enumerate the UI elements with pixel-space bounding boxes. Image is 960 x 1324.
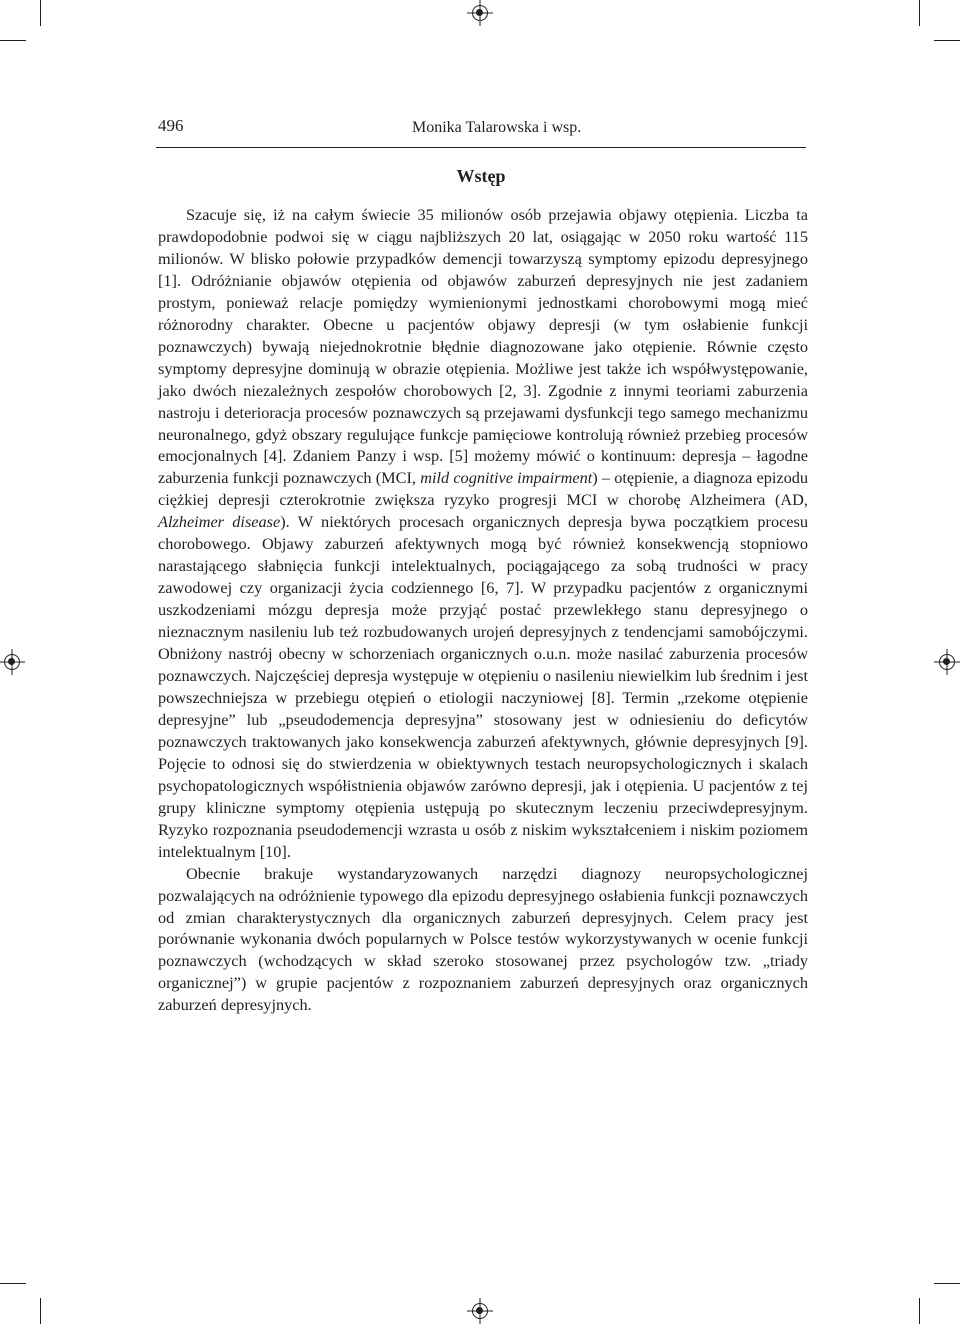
registration-mark-right-icon — [939, 654, 955, 670]
crop-mark-top-right-h — [934, 40, 960, 41]
page-number: 496 — [158, 116, 184, 135]
paragraph-1 — [158, 204, 808, 863]
crop-mark-bottom-left-h — [0, 1283, 26, 1284]
header-rule — [156, 147, 806, 148]
running-head: Monika Talarowska i wsp. — [412, 119, 582, 136]
registration-mark-top-icon — [472, 5, 488, 21]
crop-mark-top-left-v — [40, 0, 41, 26]
registration-mark-left-icon — [4, 654, 20, 670]
article-body — [158, 204, 808, 1016]
paragraph-1-italic-term-1: mild cognitive impairment — [420, 468, 593, 488]
section-title: Wstęp — [456, 166, 506, 186]
paragraph-2: Obecnie brakuje wystandaryzowanych narzędzi diagnozy neuropsychologicznej pozwalających na odróżnienie typowego dla epizodu depresyjnego osłabienia funkcji poznawczych od zmian charakterystycznych dla organicznych zaburzeń depresyjnych. Celem pracy jest porównanie wykonania dwóch popularnych w Polsce testów wykorzystywanych w ocenie funkcji poznawczych (wchodzących w skład szeroko stosowanej przez psychologów tzw. „triady organicznej”) w grupie pacjentów z rozpoznaniem zaburzeń depresyjnych oraz organicznych zaburzeń depresyjnych. — [158, 863, 808, 1015]
registration-mark-bottom-icon — [472, 1303, 488, 1319]
crop-mark-top-left-h — [0, 40, 26, 41]
crop-mark-bottom-right-v — [919, 1298, 920, 1324]
crop-mark-bottom-left-v — [40, 1298, 41, 1324]
paragraph-1-part-1: Szacuje się, iż na całym świecie 35 milionów osób przejawia objawy otępienia. Liczba ta prawdopodobnie podwoi się w ciągu najbliższych 20 lat, osiągając w 2050 roku wartość 115 milionów. W blisko połowie przypadków demencji towarzyszą symptomy epizodu depresyjnego [1]. Odróżnianie objawów otępienia od objawów zaburzeń depresyjnych nie jest zadaniem prostym, ponieważ relacje pomiędzy wymienionymi jednostkami chorobowymi mogą mieć różnorodny charakter. Obecne u pacjentów objawy depresji (w tym osłabienie funkcji poznawczych) bywają niejednokrotnie błędnie diagnozowane jako otępienie. Równie często symptomy depresyjne dominują w obrazie otępienia. Możliwe jest także ich współwystępowanie, jako dwóch niezależnych zespołów chorobowych [2, 3]. Zgodnie z innymi teoriami zaburzenia nastroju i deterioracja procesów poznawczych są przejawami dysfunkcji tego samego mechanizmu neuronalnego, gdyż obszary regulujące funkcje pamięciowe kontrolują również przebieg procesów emocjonalnych [4]. Zdaniem Panzy i wsp. [5] możemy mówić o kontinuum: depresja – łagodne zaburzenia funkcji poznawczych (MCI, — [158, 205, 808, 488]
paragraph-1-part-2: ) – otępienie, a diagnoza epizodu ciężkiej depresji czterokrotnie zwiększa ryzyko progresji MCI w chorobę Alzheimera (AD, — [158, 468, 809, 510]
paragraph-1-part-3: ). W niektórych procesach organicznych depresja bywa początkiem procesu chorobowego. Objawy zaburzeń afektywnych mogą być również konsekwencją stopniowo narastającego słabnięcia funkcji intelektualnych, pociągającego za sobą trudności w pracy zawodowej czy organizacji życia codziennego [6, 7]. W przypadku pacjentów z organicznymi uszkodzeniami mózgu depresja może przyjąć postać przewlekłego stanu depresyjnego o nieznacznym nasileniu lub też rozbudowanych urojeń depresyjnych z tendencjami samobójczymi. Obniżony nastrój obecny w schorzeniach organicznych o.u.n. może nasilać zaburzenia procesów poznawczych. Najczęściej depresja występuje w otępieniu o nasileniu niewielkim lub średnim i jest powszechniejsza w przebiegu otępień o etiologii naczyniowej [8]. Termin „rzekome otępienie depresyjne” lub „pseudodemencja depresyjna” stosowany jest w odniesieniu do deficytów poznawczych traktowanych jako konsekwencja zaburzeń afektywnych, głównie depresyjnych [9]. Pojęcie to odnosi się do stwierdzenia w obiektywnych testach neuropsychologicznych i skalach psychopatologicznych współistnienia objawów zarówno depresji, jak i otępienia. U pacjentów z tej grupy kliniczne symptomy otępienia ustępują po skutecznym leczeniu przeciwdepresyjnym. Ryzyko rozpoznania pseudodemencji wzrasta u osób z niskim wykształceniem i niskim poziomem intelektualnym [10]. — [158, 512, 809, 861]
paragraph-1-italic-term-2: Alzheimer disease — [158, 512, 281, 532]
crop-mark-bottom-right-h — [934, 1283, 960, 1284]
crop-mark-top-right-v — [919, 0, 920, 26]
